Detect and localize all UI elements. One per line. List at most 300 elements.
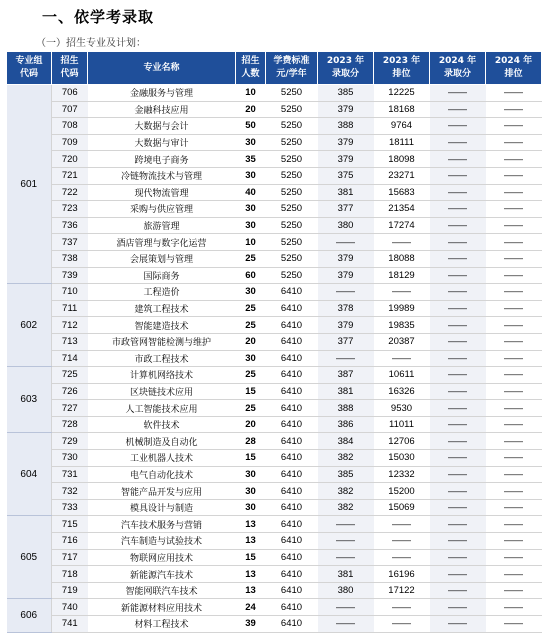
tuition-cell: 6410 bbox=[266, 599, 318, 616]
table-row bbox=[7, 217, 542, 234]
score-2023-cell: 382 bbox=[318, 483, 374, 500]
table-row bbox=[7, 516, 542, 533]
score-2023-cell: —— bbox=[318, 350, 374, 367]
score-2024-cell: —— bbox=[430, 85, 486, 102]
table-row bbox=[7, 250, 542, 267]
group-code-cell: 603 bbox=[7, 367, 52, 433]
table-row bbox=[7, 85, 542, 102]
rank-2023-cell: —— bbox=[374, 284, 430, 301]
tuition-cell: 6410 bbox=[266, 516, 318, 533]
major-name-cell: 金融服务与管理 bbox=[88, 85, 236, 102]
rank-2024-cell: —— bbox=[486, 499, 542, 516]
rank-2023-cell: 18111 bbox=[374, 134, 430, 151]
score-2024-cell: —— bbox=[430, 317, 486, 334]
table-row bbox=[7, 184, 542, 201]
rank-2024-cell: —— bbox=[486, 267, 542, 284]
major-name-cell: 汽车技术服务与营销 bbox=[88, 516, 236, 533]
major-name-cell: 建筑工程技术 bbox=[88, 300, 236, 317]
rank-2024-cell: —— bbox=[486, 151, 542, 168]
major-code-cell: 710 bbox=[52, 284, 88, 301]
tuition-cell: 6410 bbox=[266, 549, 318, 566]
table-row bbox=[7, 466, 542, 483]
header-tuition: 学费标准 元/学年 bbox=[266, 52, 318, 85]
rank-2023-cell: —— bbox=[374, 234, 430, 251]
major-code-cell: 706 bbox=[52, 85, 88, 102]
rank-2024-cell: —— bbox=[486, 582, 542, 599]
score-2024-cell: —— bbox=[430, 300, 486, 317]
header-major-name: 专业名称 bbox=[88, 52, 236, 85]
major-name-cell: 智能产品开发与应用 bbox=[88, 483, 236, 500]
header-score-2023: 2023 年 录取分 bbox=[318, 52, 374, 85]
major-name-cell: 智能网联汽车技术 bbox=[88, 582, 236, 599]
score-2024-cell: —— bbox=[430, 184, 486, 201]
rank-2023-cell: 17274 bbox=[374, 217, 430, 234]
plan-cell: 15 bbox=[236, 450, 266, 467]
table-row bbox=[7, 616, 542, 633]
tuition-cell: 6410 bbox=[266, 416, 318, 433]
score-2023-cell: —— bbox=[318, 599, 374, 616]
score-2023-cell: 388 bbox=[318, 400, 374, 417]
rank-2023-cell: 12706 bbox=[374, 433, 430, 450]
score-2024-cell: —— bbox=[430, 367, 486, 384]
rank-2024-cell: —— bbox=[486, 566, 542, 583]
plan-cell: 30 bbox=[236, 466, 266, 483]
score-2024-cell: —— bbox=[430, 616, 486, 633]
rank-2024-cell: —— bbox=[486, 85, 542, 102]
score-2024-cell: —— bbox=[430, 400, 486, 417]
plan-cell: 60 bbox=[236, 267, 266, 284]
major-code-cell: 715 bbox=[52, 516, 88, 533]
table-row bbox=[7, 416, 542, 433]
tuition-cell: 5250 bbox=[266, 250, 318, 267]
plan-cell: 13 bbox=[236, 533, 266, 550]
major-name-cell: 金融科技应用 bbox=[88, 101, 236, 118]
header-group-code: 专业组 代码 bbox=[7, 52, 52, 85]
score-2024-cell: —— bbox=[430, 549, 486, 566]
major-name-cell: 市政工程技术 bbox=[88, 350, 236, 367]
rank-2024-cell: —— bbox=[486, 433, 542, 450]
rank-2024-cell: —— bbox=[486, 250, 542, 267]
plan-cell: 13 bbox=[236, 582, 266, 599]
tuition-cell: 6410 bbox=[266, 582, 318, 599]
table-row bbox=[7, 533, 542, 550]
plan-cell: 30 bbox=[236, 483, 266, 500]
score-2023-cell: 379 bbox=[318, 267, 374, 284]
major-code-cell: 714 bbox=[52, 350, 88, 367]
score-2023-cell: 380 bbox=[318, 217, 374, 234]
major-name-cell: 机械制造及自动化 bbox=[88, 433, 236, 450]
major-name-cell: 跨境电子商务 bbox=[88, 151, 236, 168]
rank-2023-cell: 19989 bbox=[374, 300, 430, 317]
table-row bbox=[7, 167, 542, 184]
score-2024-cell: —— bbox=[430, 167, 486, 184]
score-2023-cell: 385 bbox=[318, 466, 374, 483]
major-code-cell: 719 bbox=[52, 582, 88, 599]
major-code-cell: 727 bbox=[52, 400, 88, 417]
rank-2023-cell: —— bbox=[374, 616, 430, 633]
group-code-cell: 601 bbox=[7, 85, 52, 284]
rank-2024-cell: —— bbox=[486, 184, 542, 201]
rank-2024-cell: —— bbox=[486, 416, 542, 433]
rank-2023-cell: 12332 bbox=[374, 466, 430, 483]
rank-2023-cell: 15069 bbox=[374, 499, 430, 516]
plan-cell: 35 bbox=[236, 151, 266, 168]
major-name-cell: 大数据与会计 bbox=[88, 118, 236, 135]
score-2024-cell: —— bbox=[430, 201, 486, 218]
tuition-cell: 6410 bbox=[266, 450, 318, 467]
header-rank-2024: 2024 年 排位 bbox=[486, 52, 542, 85]
major-name-cell: 会展策划与管理 bbox=[88, 250, 236, 267]
rank-2023-cell: 15030 bbox=[374, 450, 430, 467]
rank-2024-cell: —— bbox=[486, 101, 542, 118]
major-name-cell: 软件技术 bbox=[88, 416, 236, 433]
rank-2024-cell: —— bbox=[486, 483, 542, 500]
header-major-code: 招生 代码 bbox=[52, 52, 88, 85]
rank-2024-cell: —— bbox=[486, 599, 542, 616]
tuition-cell: 6410 bbox=[266, 499, 318, 516]
rank-2023-cell: 9764 bbox=[374, 118, 430, 135]
major-code-cell: 737 bbox=[52, 234, 88, 251]
plan-cell: 24 bbox=[236, 599, 266, 616]
tuition-cell: 6410 bbox=[266, 433, 318, 450]
table-row bbox=[7, 118, 542, 135]
group-code-cell: 606 bbox=[7, 599, 52, 632]
header-score-2024: 2024 年 录取分 bbox=[430, 52, 486, 85]
rank-2023-cell: 18129 bbox=[374, 267, 430, 284]
major-code-cell: 722 bbox=[52, 184, 88, 201]
score-2023-cell: 386 bbox=[318, 416, 374, 433]
score-2024-cell: —— bbox=[430, 533, 486, 550]
score-2023-cell: 379 bbox=[318, 250, 374, 267]
score-2023-cell: 385 bbox=[318, 85, 374, 102]
table-row bbox=[7, 400, 542, 417]
table-row bbox=[7, 383, 542, 400]
rank-2024-cell: —— bbox=[486, 134, 542, 151]
score-2023-cell: —— bbox=[318, 516, 374, 533]
plan-cell: 15 bbox=[236, 383, 266, 400]
major-code-cell: 740 bbox=[52, 599, 88, 616]
rank-2023-cell: 21354 bbox=[374, 201, 430, 218]
tuition-cell: 6410 bbox=[266, 284, 318, 301]
major-name-cell: 现代物流管理 bbox=[88, 184, 236, 201]
rank-2023-cell: 16326 bbox=[374, 383, 430, 400]
section-heading: 一、依学考录取 bbox=[42, 8, 155, 26]
major-code-cell: 711 bbox=[52, 300, 88, 317]
major-code-cell: 718 bbox=[52, 566, 88, 583]
major-code-cell: 716 bbox=[52, 533, 88, 550]
plan-cell: 39 bbox=[236, 616, 266, 633]
major-code-cell: 738 bbox=[52, 250, 88, 267]
rank-2023-cell: 15200 bbox=[374, 483, 430, 500]
score-2023-cell: 381 bbox=[318, 184, 374, 201]
score-2024-cell: —— bbox=[430, 234, 486, 251]
score-2024-cell: —— bbox=[430, 350, 486, 367]
major-name-cell: 旅游管理 bbox=[88, 217, 236, 234]
major-name-cell: 新能源材料应用技术 bbox=[88, 599, 236, 616]
score-2023-cell: —— bbox=[318, 284, 374, 301]
score-2023-cell: 380 bbox=[318, 582, 374, 599]
score-2023-cell: 381 bbox=[318, 566, 374, 583]
table-body bbox=[7, 85, 542, 633]
rank-2024-cell: —— bbox=[486, 400, 542, 417]
rank-2023-cell: 23271 bbox=[374, 167, 430, 184]
major-code-cell: 736 bbox=[52, 217, 88, 234]
major-name-cell: 采购与供应管理 bbox=[88, 201, 236, 218]
rank-2024-cell: —— bbox=[486, 383, 542, 400]
table-header-row bbox=[7, 52, 542, 85]
major-name-cell: 工业机器人技术 bbox=[88, 450, 236, 467]
plan-cell: 30 bbox=[236, 499, 266, 516]
tuition-cell: 5250 bbox=[266, 184, 318, 201]
plan-cell: 30 bbox=[236, 284, 266, 301]
rank-2024-cell: —— bbox=[486, 217, 542, 234]
tuition-cell: 6410 bbox=[266, 533, 318, 550]
major-code-cell: 729 bbox=[52, 433, 88, 450]
score-2023-cell: 388 bbox=[318, 118, 374, 135]
score-2024-cell: —— bbox=[430, 118, 486, 135]
major-name-cell: 材料工程技术 bbox=[88, 616, 236, 633]
score-2024-cell: —— bbox=[430, 466, 486, 483]
table-row bbox=[7, 483, 542, 500]
rank-2023-cell: 18098 bbox=[374, 151, 430, 168]
score-2023-cell: 377 bbox=[318, 333, 374, 350]
table-row bbox=[7, 267, 542, 284]
score-2023-cell: 382 bbox=[318, 450, 374, 467]
major-name-cell: 酒店管理与数字化运营 bbox=[88, 234, 236, 251]
score-2023-cell: —— bbox=[318, 234, 374, 251]
table-row bbox=[7, 333, 542, 350]
header-rank-2023: 2023 年 排位 bbox=[374, 52, 430, 85]
rank-2023-cell: —— bbox=[374, 533, 430, 550]
score-2024-cell: —— bbox=[430, 499, 486, 516]
tuition-cell: 5250 bbox=[266, 134, 318, 151]
tuition-cell: 6410 bbox=[266, 466, 318, 483]
score-2024-cell: —— bbox=[430, 516, 486, 533]
rank-2023-cell: 10611 bbox=[374, 367, 430, 384]
major-name-cell: 模具设计与制造 bbox=[88, 499, 236, 516]
tuition-cell: 6410 bbox=[266, 383, 318, 400]
tuition-cell: 6410 bbox=[266, 400, 318, 417]
major-code-cell: 728 bbox=[52, 416, 88, 433]
score-2024-cell: —— bbox=[430, 101, 486, 118]
score-2024-cell: —— bbox=[430, 483, 486, 500]
major-name-cell: 工程造价 bbox=[88, 284, 236, 301]
plan-cell: 30 bbox=[236, 217, 266, 234]
score-2024-cell: —— bbox=[430, 217, 486, 234]
major-name-cell: 人工智能技术应用 bbox=[88, 400, 236, 417]
score-2023-cell: 379 bbox=[318, 317, 374, 334]
table-row bbox=[7, 234, 542, 251]
plan-cell: 50 bbox=[236, 118, 266, 135]
major-code-cell: 741 bbox=[52, 616, 88, 633]
rank-2024-cell: —— bbox=[486, 516, 542, 533]
score-2024-cell: —— bbox=[430, 134, 486, 151]
major-code-cell: 726 bbox=[52, 383, 88, 400]
rank-2024-cell: —— bbox=[486, 533, 542, 550]
plan-cell: 28 bbox=[236, 433, 266, 450]
plan-cell: 13 bbox=[236, 516, 266, 533]
major-code-cell: 712 bbox=[52, 317, 88, 334]
plan-cell: 30 bbox=[236, 167, 266, 184]
major-code-cell: 730 bbox=[52, 450, 88, 467]
table-row bbox=[7, 450, 542, 467]
major-name-cell: 智能建造技术 bbox=[88, 317, 236, 334]
plan-cell: 25 bbox=[236, 317, 266, 334]
rank-2024-cell: —— bbox=[486, 333, 542, 350]
group-code-cell: 605 bbox=[7, 516, 52, 599]
major-code-cell: 725 bbox=[52, 367, 88, 384]
score-2023-cell: 379 bbox=[318, 134, 374, 151]
rank-2023-cell: 16196 bbox=[374, 566, 430, 583]
score-2023-cell: 379 bbox=[318, 151, 374, 168]
score-2024-cell: —— bbox=[430, 416, 486, 433]
rank-2023-cell: 17122 bbox=[374, 582, 430, 599]
score-2024-cell: —— bbox=[430, 582, 486, 599]
rank-2023-cell: —— bbox=[374, 350, 430, 367]
score-2023-cell: 378 bbox=[318, 300, 374, 317]
score-2023-cell: 379 bbox=[318, 101, 374, 118]
rank-2023-cell: 20387 bbox=[374, 333, 430, 350]
table-row bbox=[7, 300, 542, 317]
plan-cell: 10 bbox=[236, 234, 266, 251]
rank-2023-cell: —— bbox=[374, 599, 430, 616]
tuition-cell: 5250 bbox=[266, 101, 318, 118]
score-2024-cell: —— bbox=[430, 250, 486, 267]
major-name-cell: 冷链物流技术与管理 bbox=[88, 167, 236, 184]
tuition-cell: 6410 bbox=[266, 483, 318, 500]
rank-2023-cell: —— bbox=[374, 516, 430, 533]
plan-cell: 15 bbox=[236, 549, 266, 566]
score-2024-cell: —— bbox=[430, 284, 486, 301]
rank-2023-cell: 12225 bbox=[374, 85, 430, 102]
tuition-cell: 5250 bbox=[266, 118, 318, 135]
section-subheading: （一）招生专业及计划： bbox=[36, 38, 146, 49]
major-code-cell: 708 bbox=[52, 118, 88, 135]
group-code-cell: 602 bbox=[7, 284, 52, 367]
rank-2023-cell: 15683 bbox=[374, 184, 430, 201]
score-2023-cell: —— bbox=[318, 549, 374, 566]
score-2023-cell: 387 bbox=[318, 367, 374, 384]
major-code-cell: 723 bbox=[52, 201, 88, 218]
score-2023-cell: 377 bbox=[318, 201, 374, 218]
rank-2023-cell: —— bbox=[374, 549, 430, 566]
major-code-cell: 731 bbox=[52, 466, 88, 483]
table-row bbox=[7, 499, 542, 516]
table-row bbox=[7, 284, 542, 301]
rank-2024-cell: —— bbox=[486, 234, 542, 251]
major-code-cell: 709 bbox=[52, 134, 88, 151]
tuition-cell: 6410 bbox=[266, 350, 318, 367]
plan-cell: 25 bbox=[236, 400, 266, 417]
tuition-cell: 6410 bbox=[266, 333, 318, 350]
score-2024-cell: —— bbox=[430, 267, 486, 284]
plan-cell: 20 bbox=[236, 416, 266, 433]
tuition-cell: 6410 bbox=[266, 300, 318, 317]
group-code-cell: 604 bbox=[7, 433, 52, 516]
table-row bbox=[7, 433, 542, 450]
major-code-cell: 717 bbox=[52, 549, 88, 566]
rank-2023-cell: 11011 bbox=[374, 416, 430, 433]
major-name-cell: 物联网应用技术 bbox=[88, 549, 236, 566]
major-name-cell: 区块链技术应用 bbox=[88, 383, 236, 400]
rank-2024-cell: —— bbox=[486, 450, 542, 467]
plan-cell: 25 bbox=[236, 367, 266, 384]
plan-cell: 30 bbox=[236, 201, 266, 218]
score-2023-cell: 382 bbox=[318, 499, 374, 516]
rank-2024-cell: —— bbox=[486, 118, 542, 135]
tuition-cell: 5250 bbox=[266, 234, 318, 251]
rank-2023-cell: 18168 bbox=[374, 101, 430, 118]
table-row bbox=[7, 134, 542, 151]
major-name-cell: 电气自动化技术 bbox=[88, 466, 236, 483]
table-row bbox=[7, 350, 542, 367]
score-2024-cell: —— bbox=[430, 151, 486, 168]
plan-cell: 30 bbox=[236, 350, 266, 367]
tuition-cell: 5250 bbox=[266, 151, 318, 168]
rank-2024-cell: —— bbox=[486, 616, 542, 633]
plan-cell: 25 bbox=[236, 300, 266, 317]
score-2024-cell: —— bbox=[430, 450, 486, 467]
major-name-cell: 汽车制造与试验技术 bbox=[88, 533, 236, 550]
major-name-cell: 计算机网络技术 bbox=[88, 367, 236, 384]
score-2024-cell: —— bbox=[430, 333, 486, 350]
rank-2024-cell: —— bbox=[486, 201, 542, 218]
major-name-cell: 新能源汽车技术 bbox=[88, 566, 236, 583]
rank-2023-cell: 9530 bbox=[374, 400, 430, 417]
rank-2024-cell: —— bbox=[486, 466, 542, 483]
major-code-cell: 739 bbox=[52, 267, 88, 284]
tuition-cell: 6410 bbox=[266, 367, 318, 384]
table-row bbox=[7, 599, 542, 616]
score-2023-cell: 381 bbox=[318, 383, 374, 400]
tuition-cell: 6410 bbox=[266, 616, 318, 633]
table-row bbox=[7, 549, 542, 566]
plan-cell: 40 bbox=[236, 184, 266, 201]
score-2023-cell: —— bbox=[318, 533, 374, 550]
rank-2024-cell: —— bbox=[486, 317, 542, 334]
major-code-cell: 733 bbox=[52, 499, 88, 516]
plan-cell: 10 bbox=[236, 85, 266, 102]
header-plan: 招生 人数 bbox=[236, 52, 266, 85]
tuition-cell: 6410 bbox=[266, 566, 318, 583]
table-row bbox=[7, 201, 542, 218]
tuition-cell: 6410 bbox=[266, 317, 318, 334]
score-2023-cell: —— bbox=[318, 616, 374, 633]
major-code-cell: 720 bbox=[52, 151, 88, 168]
rank-2024-cell: —— bbox=[486, 350, 542, 367]
tuition-cell: 5250 bbox=[266, 267, 318, 284]
score-2024-cell: —— bbox=[430, 383, 486, 400]
table-row bbox=[7, 101, 542, 118]
tuition-cell: 5250 bbox=[266, 167, 318, 184]
major-name-cell: 国际商务 bbox=[88, 267, 236, 284]
table-row bbox=[7, 566, 542, 583]
score-2023-cell: 375 bbox=[318, 167, 374, 184]
plan-cell: 20 bbox=[236, 101, 266, 118]
tuition-cell: 5250 bbox=[266, 217, 318, 234]
rank-2024-cell: —— bbox=[486, 284, 542, 301]
plan-cell: 25 bbox=[236, 250, 266, 267]
major-code-cell: 707 bbox=[52, 101, 88, 118]
table-row bbox=[7, 151, 542, 168]
table-row bbox=[7, 367, 542, 384]
plan-cell: 13 bbox=[236, 566, 266, 583]
table-row bbox=[7, 582, 542, 599]
rank-2023-cell: 19835 bbox=[374, 317, 430, 334]
score-2023-cell: 384 bbox=[318, 433, 374, 450]
score-2024-cell: —— bbox=[430, 566, 486, 583]
major-code-cell: 713 bbox=[52, 333, 88, 350]
